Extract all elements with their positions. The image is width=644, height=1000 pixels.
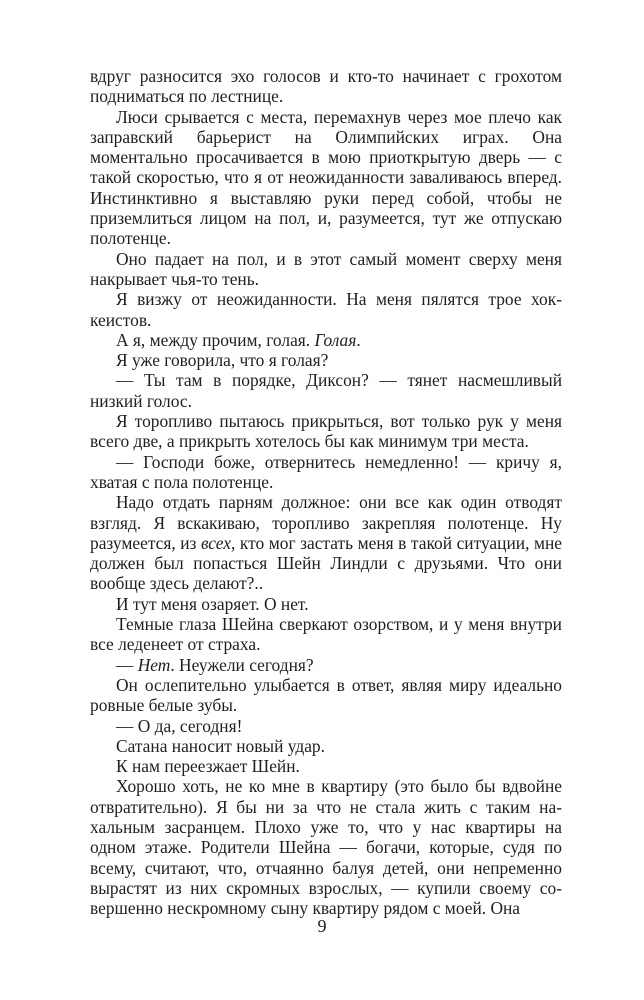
paragraph-text: А я, между прочим, голая. — [116, 329, 315, 350]
paragraph — [90, 655, 562, 675]
paragraph — [90, 289, 562, 330]
paragraph — [90, 107, 562, 249]
paragraph-text: Темные глаза Шейна сверкают озорством, и у меня внутри все леденеет от страха. — [90, 614, 562, 655]
paragraph — [90, 370, 562, 411]
paragraph-text: И тут меня озаряет. О нет. — [116, 593, 309, 614]
paragraph — [90, 614, 562, 655]
paragraph — [90, 330, 562, 350]
paragraph-text: Я уже говорила, что я голая? — [116, 350, 329, 371]
paragraph-text: Люси срывается с места, перемахнув через мое плечо как заправский барьерист на Олимпийских играх. Она моментально просачивается в мою приоткрытую дверь — с такой скоростью, что я от неожиданности заваливаюсь вперед. Инстинктивно я выставляю руки перед собой, чтобы не приземлиться лицом на пол, и, разумеется, тут же отпускаю полотенце. — [90, 106, 562, 249]
paragraph — [90, 736, 562, 756]
paragraph-text: — О да, сегодня! — [116, 715, 243, 736]
paragraph — [90, 452, 562, 493]
italic-text: Голая — [314, 329, 357, 350]
paragraph-text: К нам переезжает Шейн. — [116, 756, 300, 777]
italic-text: всех — [200, 532, 232, 553]
paragraph-text: , кто мог застать меня в такой ситуации, мне должен был попасться Шейн Линдли с друзьями. Что они вообще здесь делают?.. — [90, 532, 563, 594]
paragraph — [90, 776, 562, 918]
paragraph-text: Я визжу от неожиданности. На меня пялятся трое хоккеистов. — [90, 289, 562, 330]
paragraph-text: Сатана наносит новый удар. — [116, 735, 325, 756]
paragraph-text: Я торопливо пытаюсь прикрыться, вот только рук у меня всего две, а прикрыть хотелось бы как минимум три места. — [90, 411, 562, 452]
paragraph-text: — Ты там в порядке, Диксон? — тянет насмешливый низкий голос. — [90, 370, 562, 411]
paragraph — [90, 675, 562, 716]
paragraph-text: — — [116, 654, 138, 675]
paragraph-text: . — [356, 329, 361, 350]
paragraph-text: вдруг разносится эхо голосов и кто-то начинает с грохотом подниматься по лестнице. — [90, 66, 562, 107]
page-body — [90, 66, 562, 946]
page-number: 9 — [317, 916, 327, 936]
paragraph — [90, 249, 562, 290]
paragraph — [90, 350, 562, 370]
paragraph — [90, 756, 562, 776]
paragraph-text: Он ослепительно улыбается в ответ, являя миру идеально ровные белые зубы. — [90, 674, 562, 716]
paragraph — [90, 492, 562, 593]
paragraph-text: Надо отдать парням должное: они все как один отводят взгляд. Я вскакиваю, торопливо закрепляя полотенце. Ну разумеется, из — [90, 492, 562, 553]
paragraph-text: Хорошо хоть, не ко мне в квартиру (это было бы вдвойне отвратительно). Я бы ни за что не стала жить с таким нахальным засранцем. Плохо уже то, что у нас квартиры на одном этаже. Родители Шейна — богачи, которые, судя по всему, считают, что, отчаянно балуя детей, они непременно вырастят из них скромных взрослых, — купили своему совершенно нескромному сыну квартиру рядом с моей. Она — [90, 776, 562, 919]
paragraph — [90, 594, 562, 614]
paragraph — [90, 66, 562, 107]
italic-text: Нет — [137, 654, 171, 675]
paragraph-text: . Неужели сегодня? — [170, 654, 314, 675]
paragraph-text: Оно падает на пол, и в этот самый момент сверху меня накрывает чья-то тень. — [90, 248, 562, 289]
paragraph-text: — Господи боже, отвернитесь немедленно! — кричу я, хватая с пола полотенце. — [90, 451, 562, 492]
paragraph — [90, 716, 562, 736]
paragraph — [90, 411, 562, 452]
